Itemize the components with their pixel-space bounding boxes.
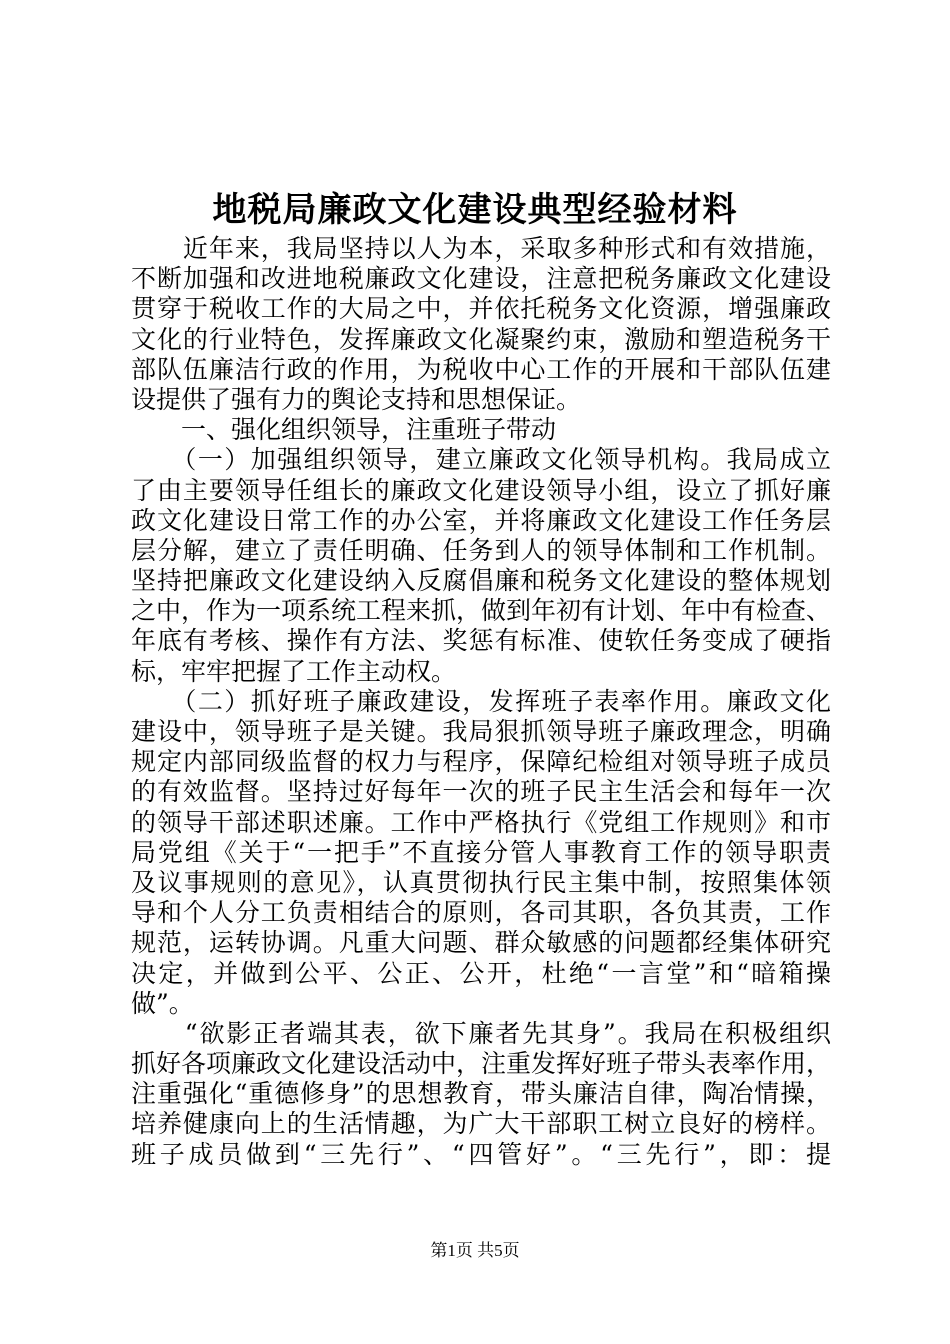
body-line: 的有效监督。坚持过好每年一次的班子民主生活会和每年一次 bbox=[131, 777, 831, 807]
body-line: 注重强化“重德修身”的思想教育，带头廉洁自律，陶冶情操， bbox=[131, 1079, 831, 1109]
body-line: 的领导干部述职述廉。工作中严格执行《党组工作规则》和市 bbox=[131, 807, 831, 837]
body-line: 及议事规则的意见》，认真贯彻执行民主集中制，按照集体领 bbox=[131, 867, 831, 897]
body-line: 局党组《关于“一把手”不直接分管人事教育工作的领导职责 bbox=[131, 837, 831, 867]
document-body bbox=[131, 234, 831, 1170]
body-line: 决定，并做到公平、公正、公开，杜绝“一言堂”和“暗箱操 bbox=[131, 958, 831, 988]
body-line: 年底有考核、操作有方法、奖惩有标准、使软任务变成了硬指 bbox=[131, 626, 831, 656]
body-line: 抓好各项廉政文化建设活动中，注重发挥好班子带头表率作用， bbox=[131, 1049, 832, 1079]
body-line: 文化的行业特色，发挥廉政文化凝聚约束，激励和塑造税务干 bbox=[131, 324, 831, 354]
body-line: 培养健康向上的生活情趣，为广大干部职工树立良好的榜样。 bbox=[131, 1109, 831, 1139]
body-line: 政文化建设日常工作的办公室，并将廉政文化建设工作任务层 bbox=[131, 505, 831, 535]
body-line: 一、强化组织领导，注重班子带动 bbox=[131, 415, 557, 445]
body-line: 建设中，领导班子是关键。我局狠抓领导班子廉政理念，明确 bbox=[131, 717, 831, 746]
body-line: 做”。 bbox=[131, 988, 194, 1018]
body-line: 设提供了强有力的舆论支持和思想保证。 bbox=[131, 384, 582, 414]
body-line: 标，牢牢把握了工作主动权。 bbox=[131, 656, 457, 686]
body-line: 之中，作为一项系统工程来抓，做到年初有计划、年中有检查、 bbox=[131, 596, 832, 626]
body-line: 班子成员做到“三先行”、“四管好”。“三先行”，即：提 bbox=[131, 1139, 831, 1169]
body-line: “欲影正者端其表，欲下廉者先其身”。我局在积极组织 bbox=[131, 1018, 831, 1048]
body-line: 层分解，建立了责任明确、任务到人的领导体制和工作机制。 bbox=[131, 535, 831, 565]
body-line: 近年来，我局坚持以人为本，采取多种形式和有效措施， bbox=[131, 234, 831, 263]
body-line: 部队伍廉洁行政的作用，为税收中心工作的开展和干部队伍建 bbox=[131, 354, 831, 384]
body-line: 规范，运转协调。凡重大问题、群众敏感的问题都经集体研究 bbox=[131, 928, 831, 958]
body-line: 了由主要领导任组长的廉政文化建设领导小组，设立了抓好廉 bbox=[131, 475, 831, 505]
body-line: （二）抓好班子廉政建设，发挥班子表率作用。廉政文化 bbox=[131, 686, 831, 716]
body-line: （一）加强组织领导，建立廉政文化领导机构。我局成立 bbox=[131, 445, 831, 475]
body-line: 贯穿于税收工作的大局之中，并依托税务文化资源，增强廉政 bbox=[131, 294, 831, 324]
document-title: 地税局廉政文化建设典型经验材料 bbox=[212, 190, 738, 230]
body-line: 坚持把廉政文化建设纳入反腐倡廉和税务文化建设的整体规划 bbox=[131, 566, 831, 596]
body-line: 导和个人分工负责相结合的原则，各司其职，各负其责，工作 bbox=[131, 898, 831, 928]
body-line: 不断加强和改进地税廉政文化建设，注意把税务廉政文化建设 bbox=[131, 264, 831, 294]
body-line: 规定内部同级监督的权力与程序，保障纪检组对领导班子成员 bbox=[131, 747, 831, 777]
page-footer: 第1页 共5页 bbox=[430, 1241, 520, 1260]
